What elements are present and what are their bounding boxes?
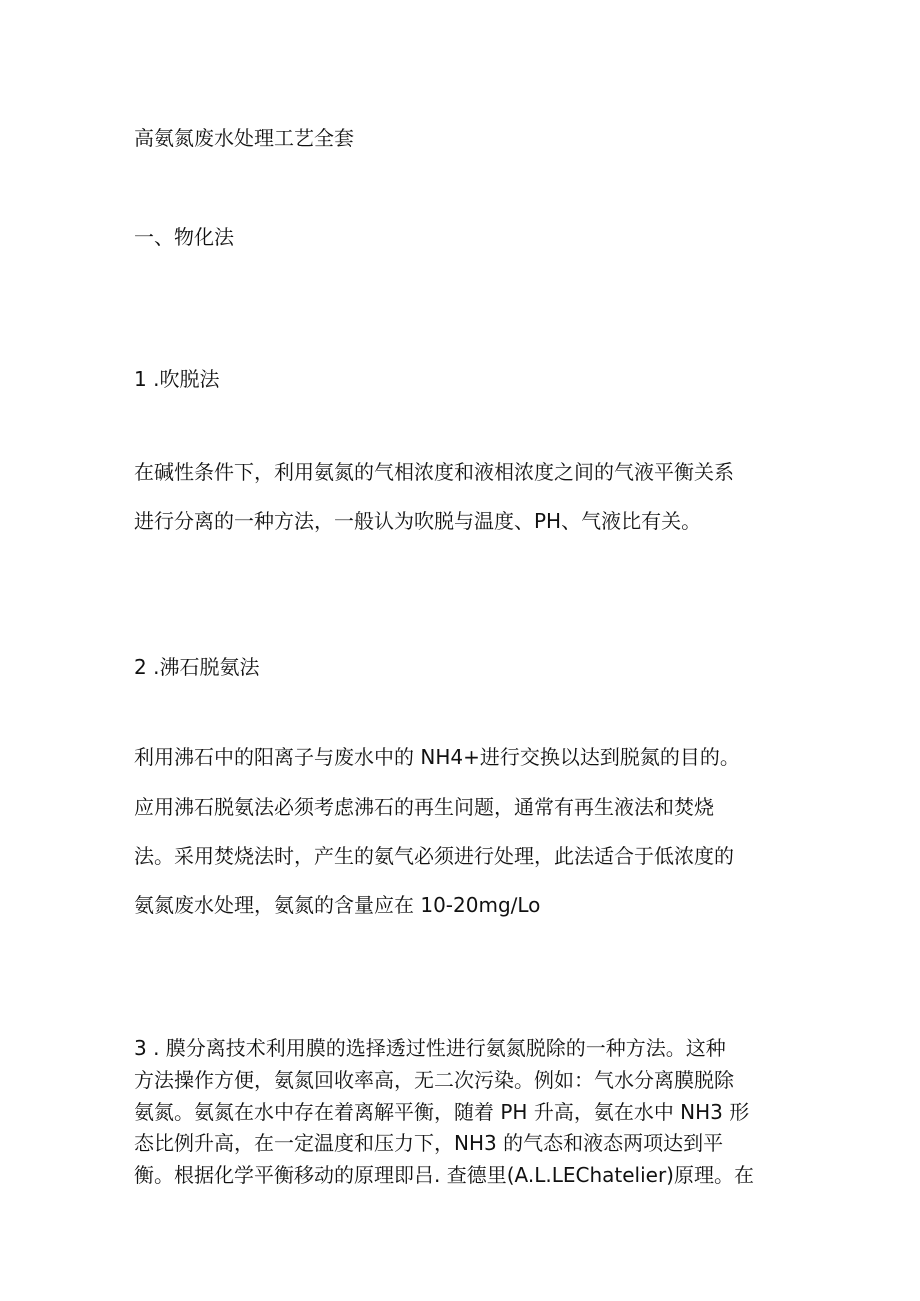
paragraph-line: 氨氮。氨氮在水中存在着离解平衡，随着 PH 升高，氨在水中 NH3 形 [134,1100,750,1124]
paragraph-line: 方法操作方便，氨氮回收率高，无二次污染。例如：气水分离膜脱除 [134,1068,734,1092]
paragraph-line: 在碱性条件下，利用氨氮的气相浓度和液相浓度之间的气液平衡关系 [134,460,734,484]
paragraph-line: 氨氮废水处理，氨氮的含量应在 10-20mg∕Lo [134,893,541,917]
section-heading: 一、物化法 [134,225,234,249]
paragraph-line: 进行分离的一种方法，一般认为吹脱与温度、PH、气液比有关。 [134,509,702,533]
paragraph-line: 态比例升高，在一定温度和压力下，NH3 的气态和液态两项达到平 [134,1131,724,1155]
paragraph-line: 衡。根据化学平衡移动的原理即吕. 查德里(A.L.LEChatelier)原理。在 [134,1163,754,1187]
paragraph-line: 3 . 膜分离技术利用膜的选择透过性进行氨氮脱除的一种方法。这种 [134,1036,726,1060]
paragraph-line: 法。采用焚烧法时，产生的氨气必须进行处理，此法适合于低浓度的 [134,844,734,868]
subsection-heading-zeolite: 2 .沸石脱氨法 [134,655,260,679]
paragraph-line: 利用沸石中的阳离子与废水中的 NH4+进行交换以达到脱氮的目的。 [134,745,740,769]
subsection-heading-stripping: 1 .吹脱法 [134,367,220,391]
paragraph-line: 应用沸石脱氨法必须考虑沸石的再生问题，通常有再生液法和焚烧 [134,795,714,819]
document-title: 高氨氮废水处理工艺全套 [134,126,354,150]
